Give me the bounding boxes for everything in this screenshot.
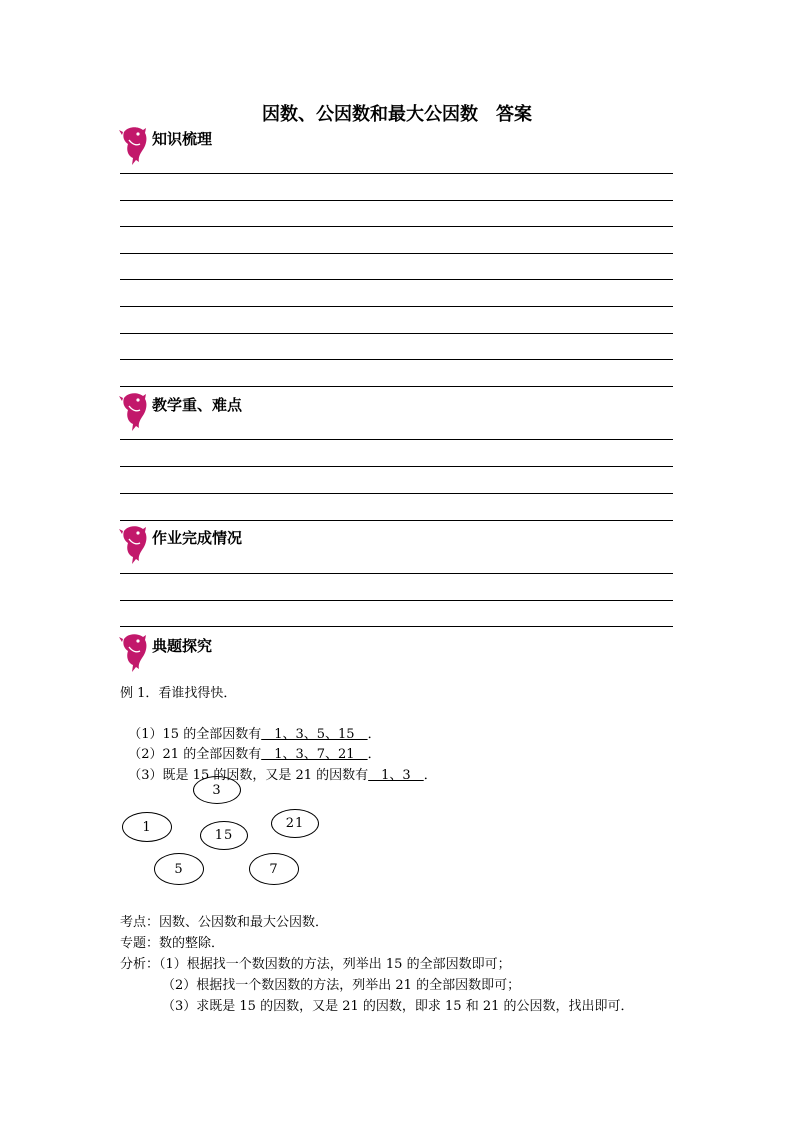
number-bubble: 3 bbox=[193, 776, 241, 804]
writing-line bbox=[120, 600, 673, 601]
number-bubble: 5 bbox=[154, 853, 204, 885]
writing-line bbox=[120, 200, 673, 201]
writing-line bbox=[120, 573, 673, 574]
writing-line bbox=[120, 253, 673, 254]
section-header-key-points bbox=[118, 390, 242, 434]
section-title: 知识梳理 bbox=[152, 130, 213, 148]
section-header-examples bbox=[118, 631, 212, 675]
writing-line bbox=[120, 466, 673, 467]
writing-line bbox=[120, 333, 673, 334]
answer-blank: 1、3 bbox=[368, 768, 424, 783]
writing-line bbox=[120, 173, 673, 174]
zhuanti: 专题：数的整除． bbox=[120, 936, 225, 951]
dolphin-icon bbox=[118, 390, 148, 434]
number-bubble: 15 bbox=[200, 821, 248, 850]
question-suffix: ． bbox=[423, 768, 437, 783]
kaodian: 考点：因数、公因数和最大公因数． bbox=[120, 915, 329, 930]
dolphin-icon bbox=[118, 523, 148, 567]
number-bubble: 1 bbox=[122, 812, 172, 842]
writing-line bbox=[120, 520, 673, 521]
analysis-2: （2）根据找一个数因数的方法，列举出 21 的全部因数即可； bbox=[162, 978, 521, 993]
writing-line bbox=[120, 306, 673, 307]
answer-blank: 1、3、7、21 bbox=[261, 747, 368, 762]
question-3 bbox=[120, 746, 437, 786]
example-heading: 例 1．看谁找得快． bbox=[120, 686, 237, 701]
number-bubble: 7 bbox=[249, 853, 299, 885]
section-header-knowledge bbox=[118, 124, 212, 168]
writing-line bbox=[120, 226, 673, 227]
page-title: 因数、公因数和最大公因数 答案 bbox=[262, 104, 532, 125]
writing-line bbox=[120, 279, 673, 280]
writing-line bbox=[120, 626, 673, 627]
question-suffix: ． bbox=[367, 747, 381, 762]
analysis-3: （3）求既是 15 的因数，又是 21 的因数，即求 15 和 21 的公因数，找出即可． bbox=[162, 999, 634, 1014]
writing-line bbox=[120, 493, 673, 494]
section-title: 教学重、难点 bbox=[152, 396, 243, 414]
number-bubble: 21 bbox=[271, 809, 319, 838]
writing-line bbox=[120, 439, 673, 440]
section-header-homework bbox=[118, 523, 242, 567]
question-text: （1）15 的全部因数有 bbox=[128, 727, 262, 742]
question-suffix: ． bbox=[367, 727, 381, 742]
dolphin-icon bbox=[118, 124, 148, 168]
analysis-1: 分析：（1）根据找一个数因数的方法，列举出 15 的全部因数即可； bbox=[120, 957, 511, 972]
answer-blank: 1、3、5、15 bbox=[261, 727, 368, 742]
section-title: 典题探究 bbox=[152, 637, 213, 655]
section-title: 作业完成情况 bbox=[152, 529, 243, 547]
writing-line bbox=[120, 386, 673, 387]
question-text: （2）21 的全部因数有 bbox=[128, 747, 262, 762]
writing-line bbox=[120, 359, 673, 360]
question-text: （3）既是 15 的因数，又是 21 的因数有 bbox=[128, 768, 369, 783]
dolphin-icon bbox=[118, 631, 148, 675]
